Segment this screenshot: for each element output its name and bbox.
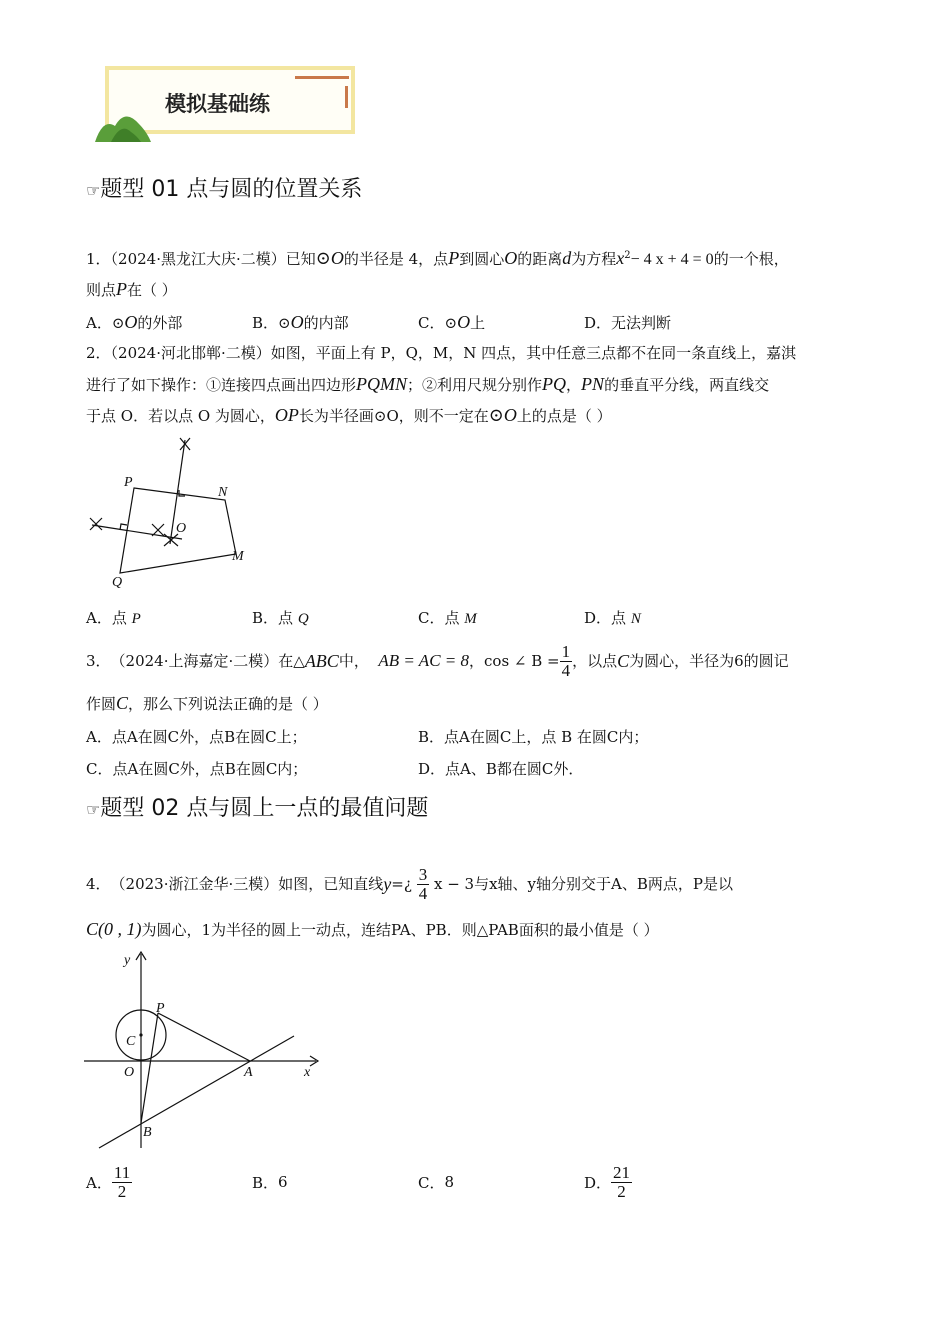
q2-figure bbox=[84, 432, 264, 592]
q3-option-c[interactable]: C．点A在圆C外，点B在圆C内； bbox=[86, 760, 308, 778]
label-m: M bbox=[232, 549, 244, 564]
q2-option-b[interactable]: B．点 Q bbox=[252, 609, 309, 627]
q1-option-d[interactable]: D．无法判断 bbox=[584, 314, 672, 332]
section-heading-01 bbox=[86, 172, 362, 203]
q2-option-d[interactable]: D．点 N bbox=[584, 609, 641, 627]
fraction-one-quarter: $\frac{1}{4}$ bbox=[561, 641, 571, 680]
perp-bisector-pq bbox=[92, 525, 182, 539]
label-x: x bbox=[304, 1065, 311, 1080]
q4-option-c[interactable]: C． 8 bbox=[418, 1173, 455, 1192]
label-y: y bbox=[124, 953, 131, 968]
q3-option-a[interactable]: A．点A在圆C外，点B在圆C上； bbox=[86, 728, 307, 746]
label-o: O bbox=[124, 1065, 135, 1080]
pointing-hand-icon: ☞ bbox=[86, 181, 101, 200]
label-b: B bbox=[143, 1125, 152, 1140]
label-p: P bbox=[156, 1001, 165, 1016]
segment-pa bbox=[158, 1013, 250, 1061]
label-n: N bbox=[218, 485, 228, 500]
label-o: O bbox=[176, 521, 187, 536]
label-c: C bbox=[126, 1034, 136, 1049]
question-3-line-1: 3． （2024·上海嘉定·二模） 在△ ABC 中， AB = AC = 8 ，cos ∠ B = $\frac{1}{4}$ ，以点 C 为圆心，半径为6的圆记 bbox=[86, 641, 789, 680]
question-1-line-2: 则点P在（ ） bbox=[86, 279, 177, 299]
question-4-line-1: 4． （2023·浙江金华·三模） 如图，已知直线 y =¿ $\frac{3}{4}$ x − 3与x轴、y轴分别交于A、B两点，P是以 bbox=[86, 864, 733, 903]
label-a: A bbox=[244, 1065, 253, 1080]
section-heading-02 bbox=[86, 791, 428, 822]
q1-option-a[interactable]: A．⊙O的外部 bbox=[86, 312, 183, 332]
q2-option-a[interactable]: A．点 P bbox=[86, 609, 141, 627]
banner-accent-tick bbox=[345, 86, 348, 108]
line-ab bbox=[99, 1036, 294, 1148]
question-4-line-2: C(0 , 1)为圆心，1为半径的圆上一动点，连结PA、PB．则△PAB面积的最小值是（ ） bbox=[86, 919, 659, 939]
banner bbox=[105, 66, 355, 134]
mountain-icon bbox=[95, 108, 159, 142]
q3-option-b[interactable]: B．点A在圆C上，点 B 在圆C内； bbox=[418, 728, 649, 746]
q3-option-d[interactable]: D．点A、B都在圆C外． bbox=[418, 760, 584, 778]
label-q: Q bbox=[112, 575, 123, 590]
q1-option-b[interactable]: B．⊙O的内部 bbox=[252, 312, 349, 332]
pointing-hand-icon: ☞ bbox=[86, 800, 101, 819]
q4-figure bbox=[84, 948, 334, 1154]
label-p: P bbox=[124, 475, 133, 490]
question-1-line-1: 1．（2024·黑龙江大庆·二模）已知⊙O的半径是 4，点P到圆心O的距离d为方程$x^2- 4$ x + 4 = 0的一个根， bbox=[86, 248, 789, 269]
q1-option-c[interactable]: C．⊙O上 bbox=[418, 312, 486, 332]
section-title: 题型 01 点与圆的位置关系 bbox=[100, 177, 363, 202]
banner-accent-line bbox=[295, 76, 349, 79]
center-dot-c bbox=[139, 1033, 142, 1036]
question-3-line-2: 作圆C，那么下列说法正确的是（ ） bbox=[86, 693, 328, 713]
fraction-three-quarters: $\frac{3}{4}$ bbox=[418, 864, 428, 903]
banner-title: 模拟基础练 bbox=[165, 92, 270, 116]
q4-option-a[interactable]: A． $\frac{11}{2}$ bbox=[86, 1162, 131, 1201]
q2-option-c[interactable]: C．点 M bbox=[418, 609, 477, 627]
question-2-line-3: 于点 O．若以点 O 为圆心，OP长为半径画⊙O，则不一定在⊙O上的点是（ ） bbox=[86, 405, 612, 426]
q4-option-b[interactable]: B． 6 bbox=[252, 1173, 288, 1192]
q4-option-d[interactable]: D． $\frac{21}{2}$ bbox=[584, 1162, 631, 1201]
question-2-line-1: 2．（2024·河北邯郸·二模）如图，平面上有 P，Q，M，N 四点，其中任意三点都不在同一条直线上，嘉淇 bbox=[86, 344, 797, 362]
question-2-line-2: 进行了如下操作：①连接四点画出四边形PQMN；②利用尺规分别作PQ，PN的垂直平分线，两直线交 bbox=[86, 374, 770, 394]
section-title: 题型 02 点与圆上一点的最值问题 bbox=[100, 796, 429, 821]
segment-pb bbox=[141, 1013, 158, 1123]
